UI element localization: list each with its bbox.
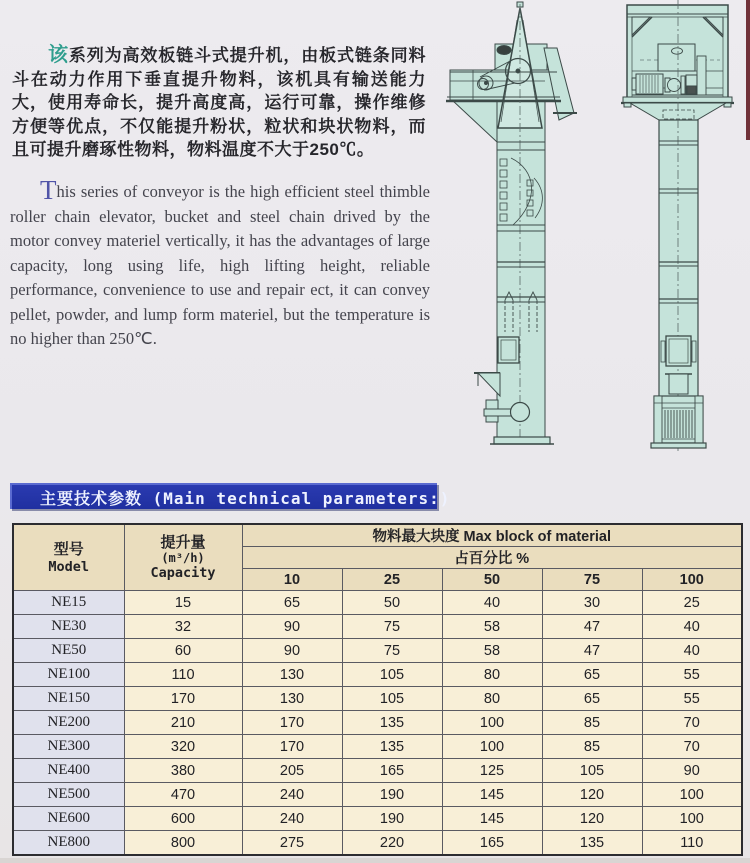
block-value-cell: 205 <box>242 759 342 783</box>
capacity-cell: 600 <box>124 807 242 831</box>
table-row <box>13 735 742 759</box>
block-value-cell: 190 <box>342 807 442 831</box>
section-header-bar <box>10 483 451 509</box>
table-row <box>13 639 742 663</box>
block-value-cell: 220 <box>342 831 442 856</box>
column-header-model <box>13 524 124 591</box>
capacity-header-cn: 提升量 <box>160 534 206 551</box>
block-value-cell: 130 <box>242 687 342 711</box>
model-cell: NE15 <box>13 591 124 615</box>
block-value-cell: 135 <box>342 711 442 735</box>
block-value-cell: 105 <box>542 759 642 783</box>
model-cell: NE100 <box>13 663 124 687</box>
size-column-25: 25 <box>342 569 442 591</box>
capacity-header-unit: (m³/h) <box>161 551 205 565</box>
block-value-cell: 145 <box>442 807 542 831</box>
capacity-cell: 800 <box>124 831 242 856</box>
block-value-cell: 100 <box>642 807 742 831</box>
capacity-cell: 60 <box>124 639 242 663</box>
block-value-cell: 135 <box>542 831 642 856</box>
chinese-lead-character: 该 <box>48 44 69 66</box>
block-value-cell: 100 <box>442 711 542 735</box>
block-value-cell: 85 <box>542 711 642 735</box>
table-row <box>13 783 742 807</box>
block-value-cell: 75 <box>342 615 442 639</box>
column-header-capacity <box>124 524 242 591</box>
model-header-en: Model <box>48 558 90 575</box>
block-value-cell: 105 <box>342 663 442 687</box>
model-cell: NE200 <box>13 711 124 735</box>
table-row <box>13 687 742 711</box>
block-value-cell: 70 <box>642 711 742 735</box>
capacity-cell: 380 <box>124 759 242 783</box>
size-column-10: 10 <box>242 569 342 591</box>
block-value-cell: 58 <box>442 615 542 639</box>
block-value-cell: 85 <box>542 735 642 759</box>
block-value-cell: 130 <box>242 663 342 687</box>
chinese-body-text: 系列为高效板链斗式提升机，由板式链条同料斗在动力作用下垂直提升物料，该机具有输送能力大，使用寿命长，提升高度高，运行可靠，操作维修方便等优点，不仅能提升粉状，粒状和块状物料，而且可提升磨琢性物料，物料温度不大于250℃。 <box>12 46 426 159</box>
capacity-header-en: Capacity <box>150 565 216 581</box>
scan-bottom-shadow <box>0 858 750 863</box>
block-value-cell: 125 <box>442 759 542 783</box>
model-cell: NE400 <box>13 759 124 783</box>
block-value-cell: 65 <box>542 687 642 711</box>
capacity-cell: 170 <box>124 687 242 711</box>
capacity-cell: 110 <box>124 663 242 687</box>
section-header-label: 主要技术参数 (Main technical parameters:) <box>40 488 451 508</box>
block-value-cell: 165 <box>342 759 442 783</box>
block-value-cell: 105 <box>342 687 442 711</box>
block-value-cell: 40 <box>642 639 742 663</box>
intro-paragraph-english <box>10 175 430 352</box>
block-value-cell: 30 <box>542 591 642 615</box>
model-cell: NE500 <box>13 783 124 807</box>
size-column-50: 50 <box>442 569 542 591</box>
technical-parameters-table <box>12 523 743 856</box>
model-cell: NE150 <box>13 687 124 711</box>
table-row <box>13 615 742 639</box>
model-header-cn: 型号 <box>53 540 84 558</box>
block-value-cell: 100 <box>442 735 542 759</box>
block-value-cell: 47 <box>542 615 642 639</box>
block-value-cell: 40 <box>642 615 742 639</box>
model-cell: NE50 <box>13 639 124 663</box>
table-row <box>13 759 742 783</box>
model-cell: NE30 <box>13 615 124 639</box>
block-value-cell: 120 <box>542 807 642 831</box>
intro-paragraph-chinese <box>12 44 426 162</box>
english-drop-cap: T <box>40 175 57 205</box>
block-value-cell: 240 <box>242 783 342 807</box>
block-value-cell: 100 <box>642 783 742 807</box>
size-column-75: 75 <box>542 569 642 591</box>
block-value-cell: 70 <box>642 735 742 759</box>
model-cell: NE800 <box>13 831 124 856</box>
block-value-cell: 40 <box>442 591 542 615</box>
block-value-cell: 90 <box>242 639 342 663</box>
table-row <box>13 831 742 856</box>
block-value-cell: 80 <box>442 687 542 711</box>
block-value-cell: 55 <box>642 687 742 711</box>
table-row <box>13 711 742 735</box>
block-value-cell: 190 <box>342 783 442 807</box>
block-value-cell: 120 <box>542 783 642 807</box>
block-value-cell: 25 <box>642 591 742 615</box>
block-value-cell: 75 <box>342 639 442 663</box>
table-row <box>13 807 742 831</box>
block-value-cell: 110 <box>642 831 742 856</box>
capacity-cell: 15 <box>124 591 242 615</box>
block-value-cell: 47 <box>542 639 642 663</box>
block-value-cell: 170 <box>242 735 342 759</box>
model-cell: NE600 <box>13 807 124 831</box>
capacity-cell: 32 <box>124 615 242 639</box>
table-row <box>13 663 742 687</box>
block-value-cell: 58 <box>442 639 542 663</box>
block-value-cell: 50 <box>342 591 442 615</box>
column-header-max-block: 物料最大块度 Max block of material <box>242 524 742 547</box>
block-value-cell: 65 <box>242 591 342 615</box>
block-value-cell: 135 <box>342 735 442 759</box>
table-row <box>13 591 742 615</box>
block-value-cell: 165 <box>442 831 542 856</box>
block-value-cell: 65 <box>542 663 642 687</box>
block-value-cell: 90 <box>642 759 742 783</box>
block-value-cell: 275 <box>242 831 342 856</box>
bucket-elevator-drawings <box>430 0 750 470</box>
elevator-front-view-drawing <box>621 0 734 452</box>
table-body <box>13 591 742 856</box>
block-value-cell: 145 <box>442 783 542 807</box>
block-value-cell: 55 <box>642 663 742 687</box>
model-cell: NE300 <box>13 735 124 759</box>
scan-edge-artifact <box>746 0 750 140</box>
block-value-cell: 240 <box>242 807 342 831</box>
capacity-cell: 320 <box>124 735 242 759</box>
size-column-100: 100 <box>642 569 742 591</box>
english-body-text: his series of conveyor is the high efficient steel thimble roller chain elevator, bucket and steel chain drived by the motor convey materiel vertically, it has the advantages of large capacity, long using life, high lifting height, reliable performance, convenience to use and repair ect, it can convey pellet, powder, and lump form materiel, but the temperature is no higher than 250℃. <box>10 182 430 348</box>
column-header-percent: 占百分比 % <box>242 547 742 569</box>
block-value-cell: 80 <box>442 663 542 687</box>
elevator-side-view-drawing <box>446 2 577 446</box>
capacity-cell: 470 <box>124 783 242 807</box>
block-value-cell: 90 <box>242 615 342 639</box>
capacity-cell: 210 <box>124 711 242 735</box>
block-value-cell: 170 <box>242 711 342 735</box>
